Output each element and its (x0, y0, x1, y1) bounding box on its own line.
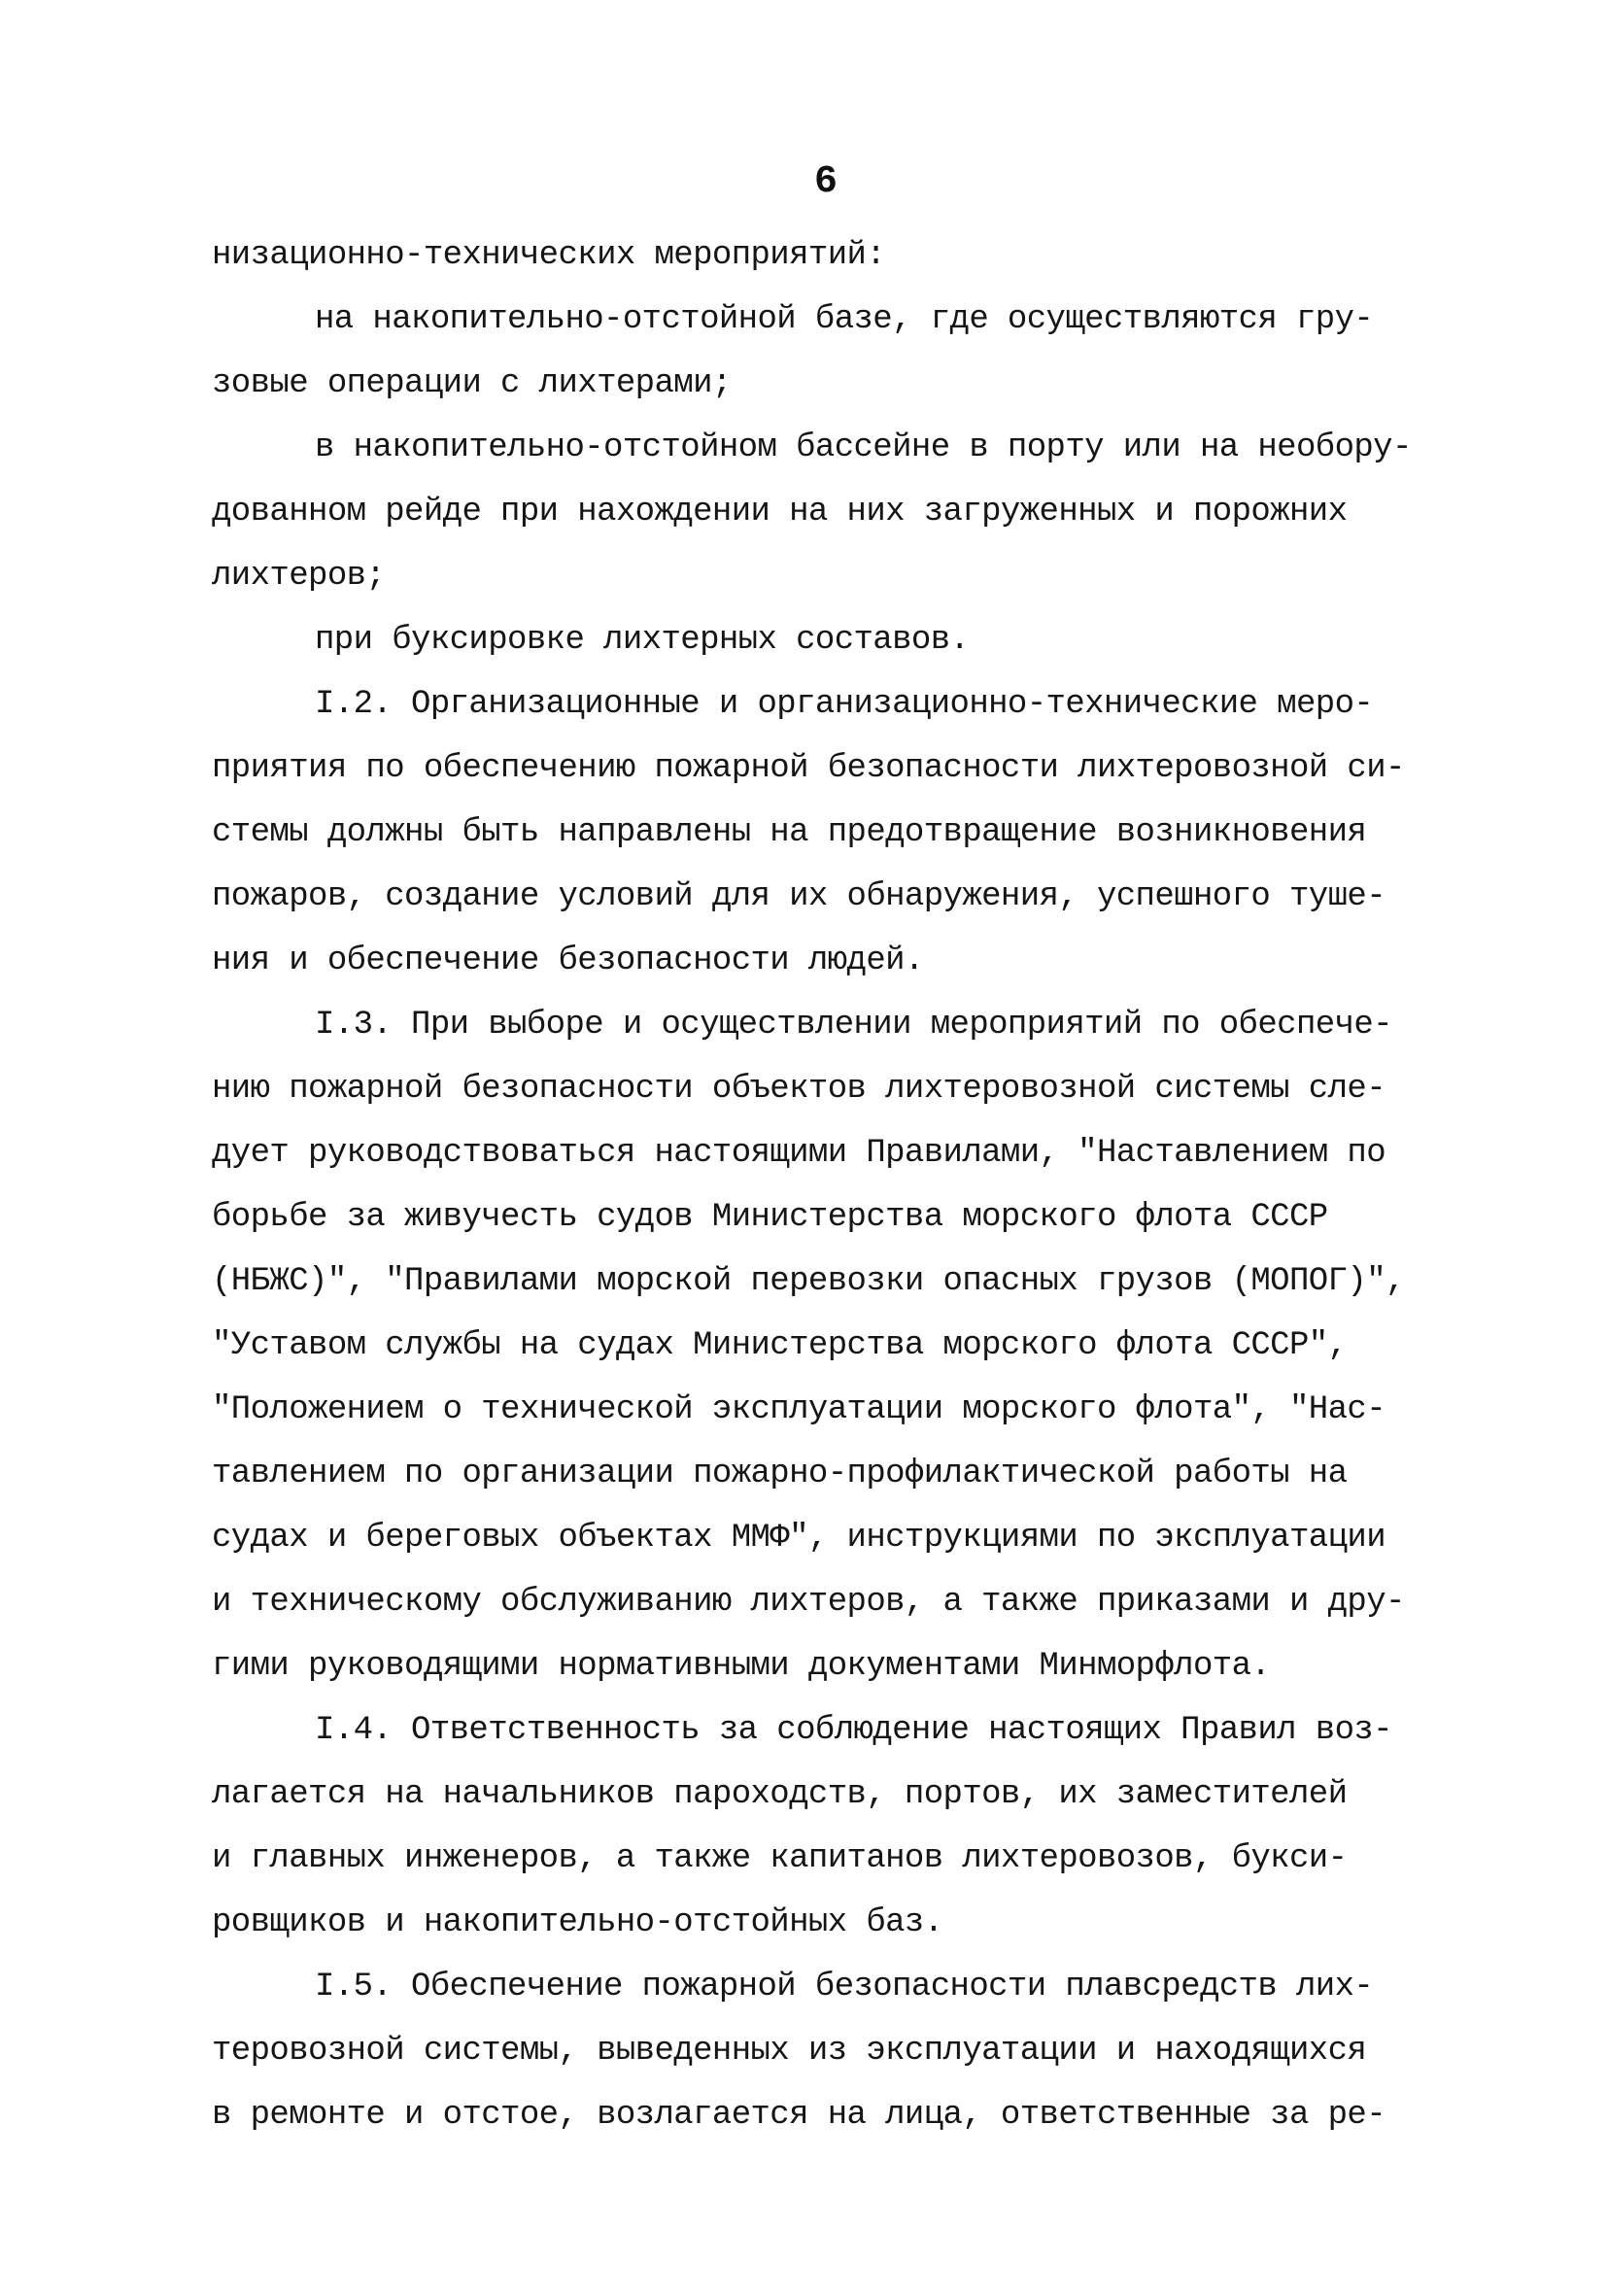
paragraph (212, 672, 1475, 993)
text-line: дует руководствоваться настоящими Правилами, "Наставлением по (212, 1135, 1386, 1172)
page-number: 6 (813, 160, 838, 204)
paragraph (212, 288, 1475, 416)
text-line: "Положением о технической эксплуатации морского флота", "Нас- (212, 1391, 1386, 1428)
text-line: I.5. Обеспечение пожарной безопасности плавсредств лих- (315, 1969, 1374, 2005)
text-line: I.3. При выборе и осуществлении мероприятий по обеспече- (315, 1007, 1392, 1044)
text-line: тавлением по организации пожарно-профилактической работы на (212, 1456, 1348, 1492)
text-line: ровщиков и накопительно-отстойных баз. (212, 1904, 943, 1941)
text-line: на накопительно-отстойной базе, где осуществляются гру- (315, 301, 1374, 338)
paragraph (212, 1698, 1475, 1955)
text-line: нию пожарной безопасности объектов лихтеровозной системы сле- (212, 1071, 1386, 1108)
text-line: в ремонте и отстое, возлагается на лица, ответственные за ре- (212, 2097, 1386, 2134)
text-line: гими руководящими нормативными документами Минморфлота. (212, 1648, 1271, 1685)
paragraph (212, 993, 1475, 1698)
paragraph (212, 1955, 1475, 2147)
text-line: теровозной системы, выведенных из эксплуатации и находящихся (212, 2033, 1367, 2070)
text-line: лагается на начальников пароходств, портов, их заместителей (212, 1776, 1348, 1813)
document-body (212, 223, 1475, 2147)
paragraph (212, 608, 1475, 672)
text-line: судах и береговых объектах ММФ", инструкциями по эксплуатации (212, 1520, 1386, 1557)
text-line: стемы должны быть направлены на предотвращение возникновения (212, 814, 1367, 851)
text-line: приятия по обеспечению пожарной безопасности лихтеровозной си- (212, 750, 1405, 787)
text-line: в накопительно-отстойном бассейне в порту или на необору- (315, 429, 1412, 466)
text-line: пожаров, создание условий для их обнаружения, успешного туше- (212, 878, 1386, 915)
text-line: I.4. Ответственность за соблюдение настоящих Правил воз- (315, 1712, 1392, 1749)
text-line: ния и обеспечение безопасности людей. (212, 942, 924, 979)
text-line: (НБЖС)", "Правилами морской перевозки опасных грузов (МОПОГ)", (212, 1263, 1405, 1300)
text-line: и главных инженеров, а также капитанов лихтеровозов, букси- (212, 1840, 1348, 1877)
text-line: I.2. Организационные и организационно-технические меро- (315, 686, 1374, 723)
text-line: дованном рейде при нахождении на них загруженных и порожних (212, 494, 1348, 531)
text-line: "Уставом службы на судах Министерства морского флота СССР", (212, 1327, 1348, 1364)
text-line: при буксировке лихтерных составов. (315, 622, 970, 659)
paragraph (212, 416, 1475, 608)
text-line: лихтеров; (212, 558, 386, 595)
text-line: низационно-технических мероприятий: (212, 237, 886, 274)
text-line: борьбе за живучесть судов Министерства морского флота СССР (212, 1199, 1328, 1236)
text-line: зовые операции с лихтерами; (212, 365, 732, 402)
text-line: и техническому обслуживанию лихтеров, а также приказами и дру- (212, 1584, 1405, 1621)
paragraph (212, 223, 1475, 288)
